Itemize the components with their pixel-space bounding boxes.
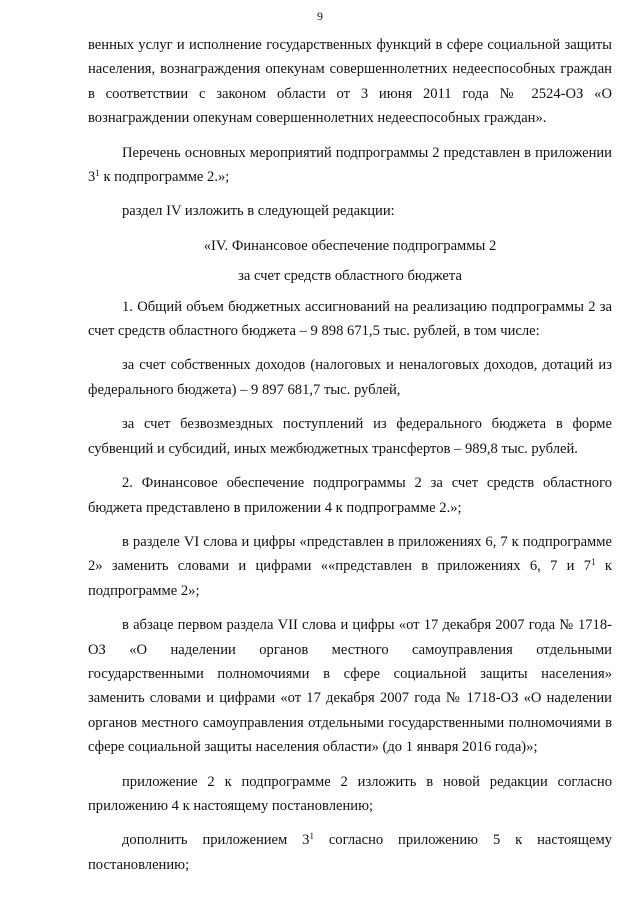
superscript: 1 — [95, 168, 100, 179]
paragraph-federal-transfers: за счет безвозмездных поступлений из федерального бюджета в форме субвенций и субсидий, иных межбюджетных трансфертов – 989,8 тыс. рублей. — [88, 416, 612, 457]
paragraph-appendix-3-1 — [88, 828, 612, 877]
paragraph-text: согласно приложению 5 к настоящему постановлению; — [88, 832, 613, 873]
section-heading: «IV. Финансовое обеспечение подпрограммы 2 — [203, 237, 497, 254]
superscript: 1 — [309, 831, 314, 842]
paragraph-appendix-2: приложение 2 к подпрограмме 2 изложить в новой редакции согласно приложению 4 к настоящему постановлению; — [88, 773, 612, 814]
paragraph-text: к подпрограмме 2»; — [88, 558, 612, 599]
paragraph-total-budget: 1. Общий объем бюджетных ассигнований на реализацию подпрограммы 2 за счет средств областного бюджета – 9 898 671,5 тыс. рублей, в том числе: — [88, 298, 612, 340]
paragraph-financing: 2. Финансовое обеспечение подпрограммы 2 за счет средств областного бюджета представлено в приложении 4 к подпрограмме 2.»; — [88, 475, 612, 516]
paragraph-section-vi — [88, 530, 612, 603]
paragraph-section-vii: в абзаце первом раздела VII слова и цифры «от 17 декабря 2007 года № 1718-ОЗ «О наделении органов местного самоуправления отдельными государственными полномочиями в сфере социальной защиты населения» заменить словами и цифрами «от 17 декабря 2007 года № 1718-ОЗ «О наделении органов местного самоуправления отдельными государственными полномочиями в сфере социальной защиты населения области» (до 1 января 2016 года)»; — [88, 617, 612, 756]
paragraph-text: дополнить приложением 3 — [122, 832, 310, 849]
paragraph-section-iv: раздел IV изложить в следующей редакции: — [122, 203, 395, 220]
superscript: 1 — [591, 557, 596, 568]
section-subheading: за счет средств областного бюджета — [238, 268, 462, 285]
paragraph-activities-list — [88, 141, 612, 190]
paragraph-own-revenue: за счет собственных доходов (налоговых и неналоговых доходов, дотаций из федерального бюджета) – 9 897 681,7 тыс. рублей, — [88, 357, 612, 398]
paragraph-text: в разделе VI слова и цифры «представлен в приложениях 6, 7 к подпрограмме 2» заменить словами и цифрами ««представлен в приложениях 6, 7 и 7 — [88, 533, 612, 575]
page-number: 9 — [317, 9, 323, 23]
document-body — [88, 33, 612, 887]
paragraph-continuation: венных услуг и исполнение государственных функций в сфере социальной защиты населения, вознаграждения опекунам совершеннолетних недееспособных граждан в соответствии с законом области от 3 июня 2011 года № 2524-ОЗ «О вознаграждении опекунам совершеннолетних недееспособных граждан». — [88, 37, 612, 127]
paragraph-text: к подпрограмме 2.»; — [99, 169, 230, 186]
paragraph-text: Перечень основных мероприятий подпрограммы 2 представлен в приложении 3 — [88, 144, 612, 186]
